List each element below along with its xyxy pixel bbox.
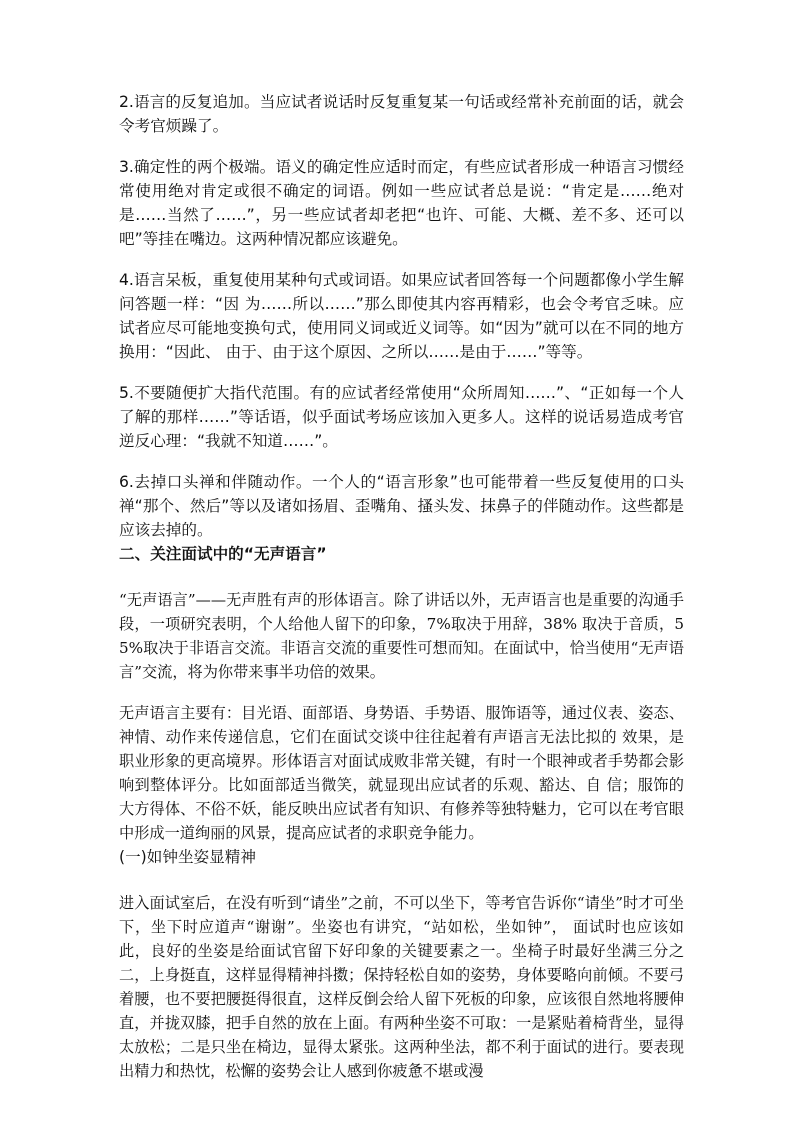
paragraph-silent-language-types: 无声语言主要有：目光语、面部语、身势语、手势语、服饰语等，通过仪表、姿态、神情、动作来传递信息，它们在面试交谈中往往起着有声语言无法比拟的 效果，是职业形象的更高境界。形体语言对面试成败非常关键，有时一个眼神或者手势都会影响到整体评分。比如面部适当微笑，就显现出应试者的乐观、豁达、自 信；服饰的大方得体、不俗不妖，能反映出应试者有知识、有修养等独特魅力，它可以在考官眼中形成一道绚丽的风景，提高应试者的求职竞争能力。: [119, 704, 684, 842]
paragraph-certainty-extremes: 3.确定性的两个极端。语义的确定性应适时而定，有些应试者形成一种语言习惯经常使用绝对肯定或很不确定的词语。例如一些应试者总是说：“肯定是……绝对是……当然了……”，另一些应试者却老把“也许、可能、大概、差不多、还可以吧”等挂在嘴边。这两种情况都应该避免。: [119, 158, 684, 248]
paragraph-catchphrases: 6.去掉口头禅和伴随动作。一个人的“语言形象”也可能带着一些反复使用的口头禅“那个、然后”等以及诸如扬眉、歪嘴角、搔头发、抹鼻子的伴随动作。这些都是应该去掉的。: [119, 473, 684, 539]
paragraph-silent-language-intro: “无声语言”——无声胜有声的形体语言。除了讲话以外，无声语言也是重要的沟通手段，一项研究表明，个人给他人留下的印象，7%取决于用辞，38% 取决于音质，55%取决于非语言交流。非语言交流的重要性可想而知。在面试中，恰当使用“无声语言”交流，将为你带来事半功倍的效果。: [119, 591, 684, 681]
paragraph-reference-scope: 5.不要随便扩大指代范围。有的应试者经常使用“众所周知……”、“正如每一个人了解的那样……”等话语，似乎面试考场应该加入更多人。这样的说话易造成考官逆反心理：“我就不知道……”。: [119, 384, 684, 450]
document-page: [119, 90, 684, 1083]
paragraph-sitting-posture: 进入面试室后，在没有听到“请坐”之前，不可以坐下，等考官告诉你“请坐”时才可坐下，坐下时应道声“谢谢”。坐姿也有讲究，“站如松，坐如钟”， 面试时也应该如此，良好的坐姿是给面试官留下好印象的关键要素之一。坐椅子时最好坐满三分之二，上身挺直，这样显得精神抖擞；保持轻松自如的姿势，身体要略向前倾。不要弓着腰，也不要把腰挺得很直，这样反倒会给人留下死板的印象，应该很自然地将腰伸直，并拢双膝，把手自然的放在上面。有两种坐姿不可取：一是紧贴着椅背坐，显得太放松；二是只坐在椅边，显得太紧张。这两种坐法，都不利于面试的进行。要表现出精力和热忱，松懈的姿势会让人感到你疲惫不堪或漫: [119, 894, 684, 1080]
sub-heading: (一)如钟坐姿显精神: [119, 848, 256, 866]
section-heading: 二、关注面试中的“无声语言”: [119, 545, 327, 563]
paragraph-repetition: 2.语言的反复追加。当应试者说话时反复重复某一句话或经常补充前面的话，就会令考官烦躁了。: [119, 93, 684, 135]
paragraph-rigid-language: 4.语言呆板，重复使用某种句式或词语。如果应试者回答每一个问题都像小学生解问答题一样：“因 为……所以……”那么即使其内容再精彩，也会令考官乏味。应试者应尽可能地变换句式，使用同义词或近义词等。如“因为”就可以在不同的地方换用：“因此、 由于、由于这个原因、之所以……是由于……”等等。: [119, 271, 684, 361]
